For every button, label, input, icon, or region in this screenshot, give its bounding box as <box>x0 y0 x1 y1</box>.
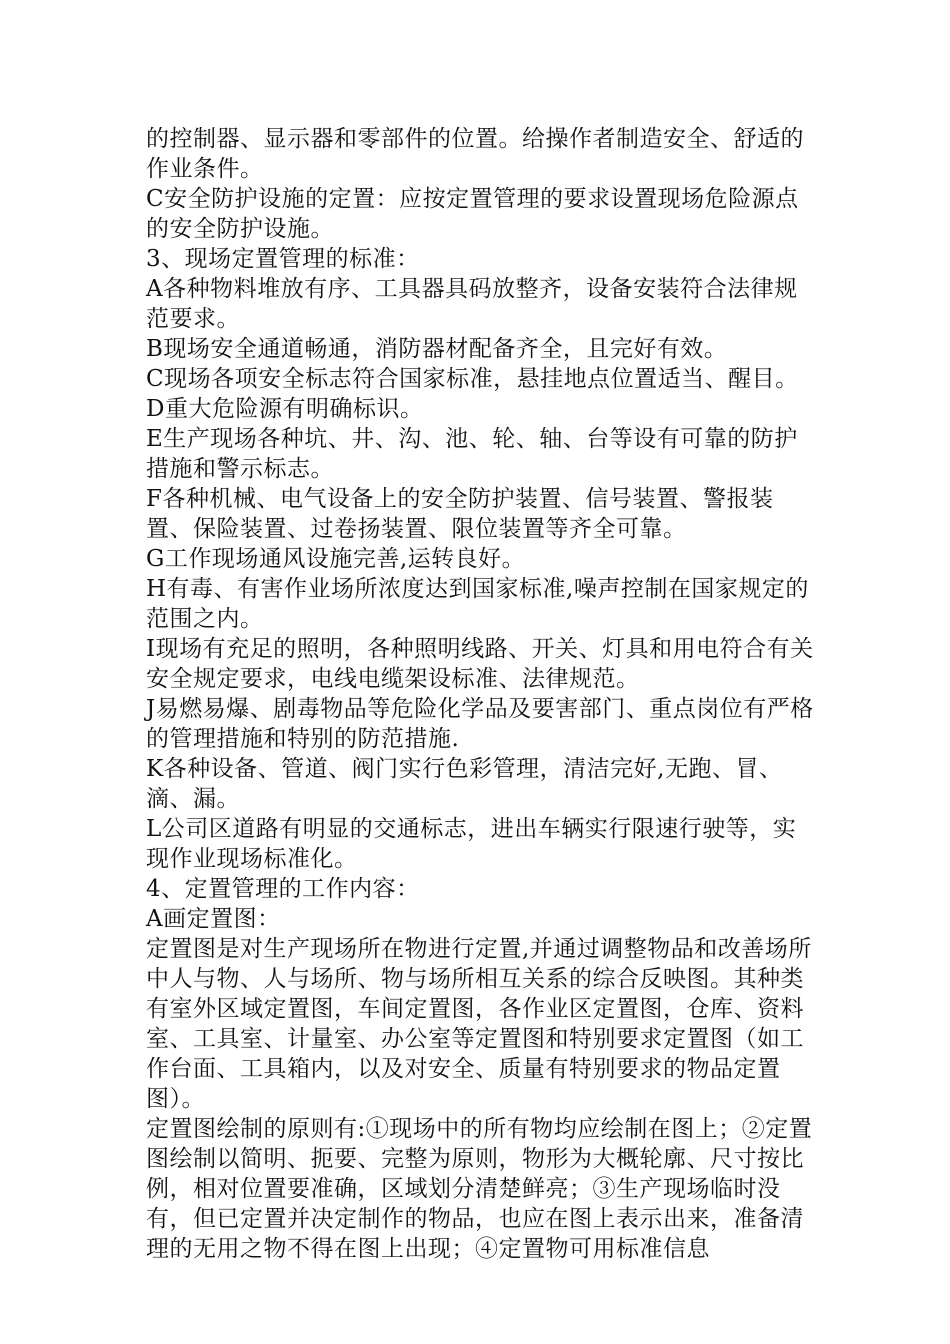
standard-item-f: F各种机械、电气设备上的安全防护装置、信号装置、警报装置、保险装置、过卷扬装置、限位装置等齐全可靠。 <box>146 486 774 542</box>
section-heading-3: 3、现场定置管理的标准： <box>146 246 420 272</box>
standard-item-d: D重大危险源有明确标识。 <box>146 396 424 422</box>
standard-item-i: I现场有充足的照明，各种照明线路、开关、灯具和用电符合有关安全规定要求，电线电缆架设标准、法律规范。 <box>146 636 814 692</box>
standard-item-c: C现场各项安全标志符合国家标准，悬挂地点位置适当、醒目。 <box>146 366 799 392</box>
paragraph-2: C安全防护设施的定置：应按定置管理的要求设置现场危险源点的安全防护设施。 <box>146 186 799 242</box>
section-heading-4: 4、定置管理的工作内容： <box>146 876 420 902</box>
standard-item-e: E生产现场各种坑、井、沟、池、轮、轴、台等设有可靠的防护措施和警示标志。 <box>146 426 798 482</box>
standard-item-k: K各种设备、管道、阀门实行色彩管理，清洁完好,无跑、冒、滴、漏。 <box>146 756 783 812</box>
standard-item-g: G工作现场通风设施完善,运转良好。 <box>146 546 526 572</box>
standard-item-l: L公司区道路有明显的交通标志，进出车辆实行限速行驶等，实现作业现场标准化。 <box>146 816 797 872</box>
work-item-a-heading: A画定置图： <box>146 906 281 932</box>
paragraph-1: 的控制器、显示器和零部件的位置。给操作者制造安全、舒适的作业条件。 <box>146 126 804 182</box>
document-body <box>146 124 816 1264</box>
standard-item-a: A各种物料堆放有序、工具器具码放整齐，设备安装符合法律规范要求。 <box>146 276 798 332</box>
layout-map-principles: 定置图绘制的原则有:①现场中的所有物均应绘制在图上；②定置图绘制以简明、扼要、完整为原则，物形为大概轮廓、尺寸按比例，相对位置要准确，区域划分清楚鲜亮；③生产现场临时没有，但已定置并决定制作的物品，也应在图上表示出来，准备清理的无用之物不得在图上出现；④定置物可用标准信息 <box>146 1116 813 1262</box>
standard-item-h: H有毒、有害作业场所浓度达到国家标准,噪声控制在国家规定的范围之内。 <box>146 576 809 632</box>
layout-map-description: 定置图是对生产现场所在物进行定置,并通过调整物品和改善场所中人与物、人与场所、物与场所相互关系的综合反映图。其种类有室外区域定置图，车间定置图，各作业区定置图，仓库、资料室、工具室、计量室、办公室等定置图和特别要求定置图（如工作台面、工具箱内，以及对安全、质量有特别要求的物品定置图）。 <box>146 936 812 1112</box>
standard-item-b: B现场安全通道畅通，消防器材配备齐全，且完好有效。 <box>146 336 728 362</box>
standard-item-j: J易燃易爆、剧毒物品等危险化学品及要害部门、重点岗位有严格的管理措施和特别的防范措施. <box>146 696 814 752</box>
